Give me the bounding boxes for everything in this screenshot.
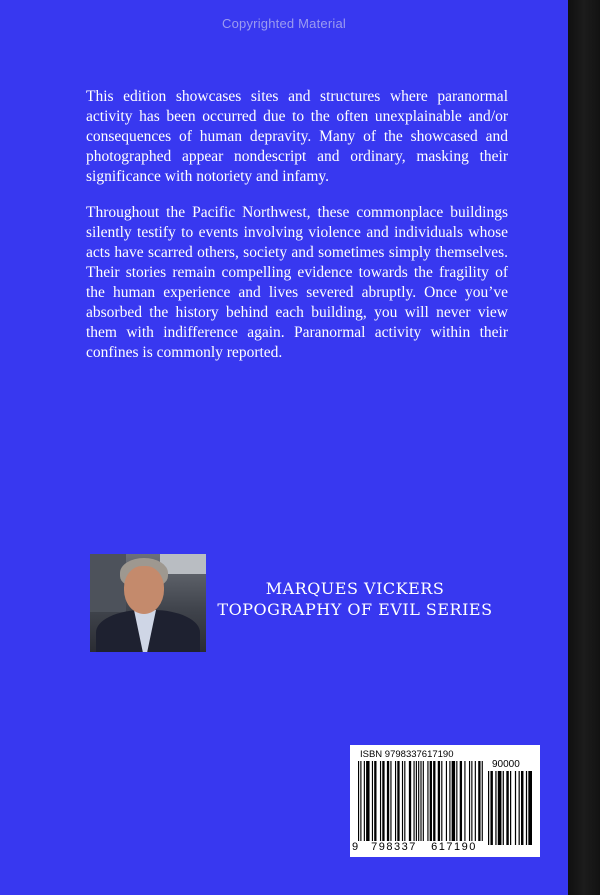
author-photo	[90, 554, 206, 652]
author-name: MARQUES VICKERS	[265, 579, 445, 598]
blurb-paragraph-2: Throughout the Pacific Northwest, these commonplace buildings silently testify to events involving violence and individuals whose acts have scarred others, society and sometimes simply themselves. Their stories remain compelling evidence towards the fragility of the human experience and lives severed abruptly. Once you’ve absorbed the history behind each building, you will never view them with indifference again. Paranormal activity within their confines is commonly reported.	[86, 204, 508, 361]
spine-shadow	[568, 0, 600, 895]
price-code: 90000	[492, 759, 520, 770]
addon-barcode-bars	[488, 771, 532, 845]
ean-first-digit: 9	[352, 841, 359, 853]
ean-left-group: 798337	[371, 841, 417, 853]
copyright-watermark: Copyrighted Material	[222, 16, 346, 31]
ean-barcode-bars	[358, 761, 484, 841]
isbn-barcode	[350, 745, 540, 857]
ean-right-group: 617190	[431, 841, 477, 853]
blurb-paragraph-1: This edition showcases sites and structures where paranormal activity has been occurred due to the often unexplainable and/or consequences of human depravity. Many of the showcased and photographed appear nondescript and ordinary, masking their significance with notoriety and infamy.	[86, 88, 508, 185]
series-title: TOPOGRAPHY OF EVIL SERIES	[217, 600, 493, 619]
isbn-label: ISBN 9798337617190	[360, 749, 454, 760]
author-series-block	[210, 578, 500, 620]
ean-digits	[352, 841, 486, 853]
